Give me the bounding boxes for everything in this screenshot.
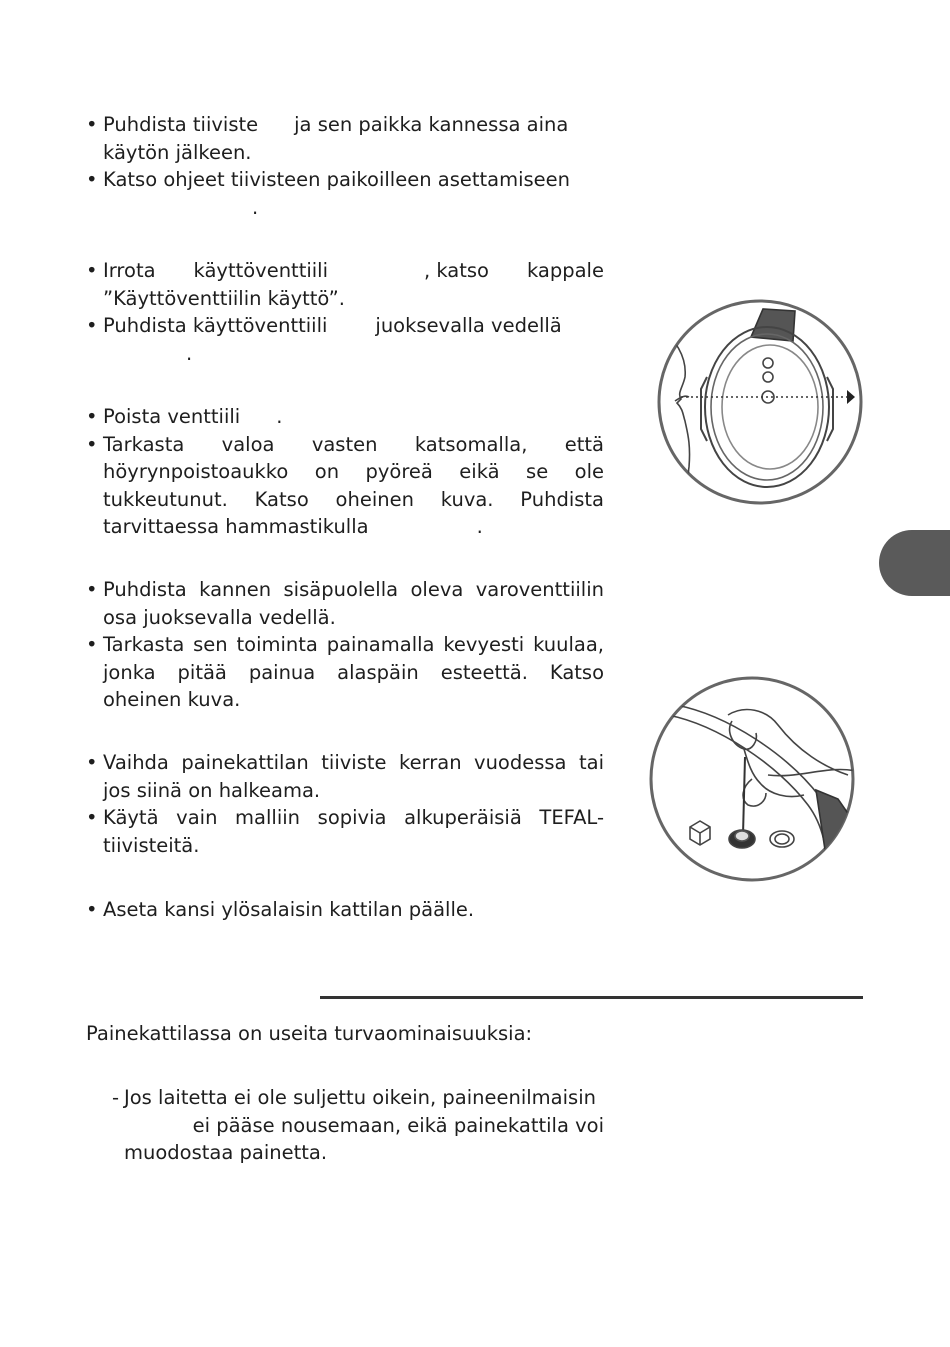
steam-outlet-section bbox=[86, 403, 604, 541]
gap-space bbox=[366, 257, 386, 285]
safety-line-1: Jos laitetta ei ole suljettu oikein, paineenilmaisin bbox=[124, 1086, 596, 1109]
safety-item-closure bbox=[86, 1084, 604, 1167]
storage-section bbox=[86, 896, 604, 924]
bullet-remove-safety-valve bbox=[86, 403, 604, 431]
bullet-gasket-instructions bbox=[86, 166, 604, 221]
word-kappale: kappale bbox=[526, 259, 604, 282]
bullet-remove-valve bbox=[86, 257, 604, 312]
safety-line-3: muodostaa painetta. bbox=[124, 1141, 328, 1164]
bullet-tail: . bbox=[476, 515, 483, 538]
word-katso: , katso bbox=[423, 259, 489, 282]
chapter-tab bbox=[879, 530, 950, 596]
operating-valve-section bbox=[86, 257, 604, 367]
gasket-replacement-section bbox=[86, 749, 604, 859]
cleaning-gasket-section bbox=[86, 111, 604, 221]
bullet-text: Puhdista käyttöventtiili bbox=[103, 314, 328, 337]
steam-outlet-illustration bbox=[655, 297, 865, 507]
bullet-text: Poista venttiili bbox=[103, 405, 241, 428]
bullet-test-ball: • Tarkasta sen toiminta painamalla kevyesti kuulaa, jonka pitää painua alaspäin esteettä. Katso oheinen kuva. bbox=[86, 631, 604, 714]
safety-intro: Painekattilassa on useita turvaominaisuuksia: bbox=[86, 1022, 533, 1045]
word-irrota: • Irrota bbox=[103, 259, 156, 282]
section-divider bbox=[320, 996, 863, 999]
bullet-tail: . bbox=[252, 195, 259, 219]
bullet-check-outlet bbox=[86, 431, 604, 541]
safety-features-section bbox=[86, 1020, 604, 1048]
bullet-text: Tarkasta valoa vasten katsomalla, että höyrynpoistoaukko on pyöreä eikä se ole tukkeutunut. Katso oheinen kuva. Puhdista tarvittaessa hammastikulla bbox=[103, 432, 604, 538]
chapter-reference: ”Käyttöventtiilin käyttö”. bbox=[103, 286, 345, 310]
bullet-tail: . bbox=[186, 341, 193, 365]
bullet-store-lid: • Aseta kansi ylösalaisin kattilan päälle. bbox=[86, 896, 604, 924]
safety-valve-section bbox=[86, 576, 604, 714]
bullet-text: Katso ohjeet tiivisteen paikoilleen asettamiseen bbox=[103, 168, 571, 191]
bullet-tail: . bbox=[276, 405, 283, 428]
bullet-replace-gasket: • Vaihda painekattilan tiiviste kerran vuodessa tai jos siinä on halkeama. bbox=[86, 749, 604, 804]
bullet-text-cont: ja sen paikka kannessa aina käytön jälkeen. bbox=[103, 113, 569, 164]
bullet-clean-gasket bbox=[86, 111, 604, 166]
safety-closure-text bbox=[86, 1084, 604, 1167]
bullet-original-gaskets: • Käytä vain malliin sopivia alkuperäisiä TEFAL-tiivisteitä. bbox=[86, 804, 604, 859]
bullet-text-cont: juoksevalla vedellä bbox=[375, 314, 562, 337]
bullet-text: Puhdista tiiviste bbox=[103, 113, 259, 136]
safety-line-2: ei pääse nousemaan, eikä painekattila voi bbox=[192, 1113, 604, 1137]
bullet-rinse-safety-valve: • Puhdista kannen sisäpuolella oleva varoventtiilin osa juoksevalla vedellä. bbox=[86, 576, 604, 631]
safety-valve-illustration bbox=[648, 675, 856, 883]
word-kayttoventtiili: käyttöventtiili bbox=[193, 259, 329, 282]
bullet-rinse-valve bbox=[86, 312, 604, 367]
